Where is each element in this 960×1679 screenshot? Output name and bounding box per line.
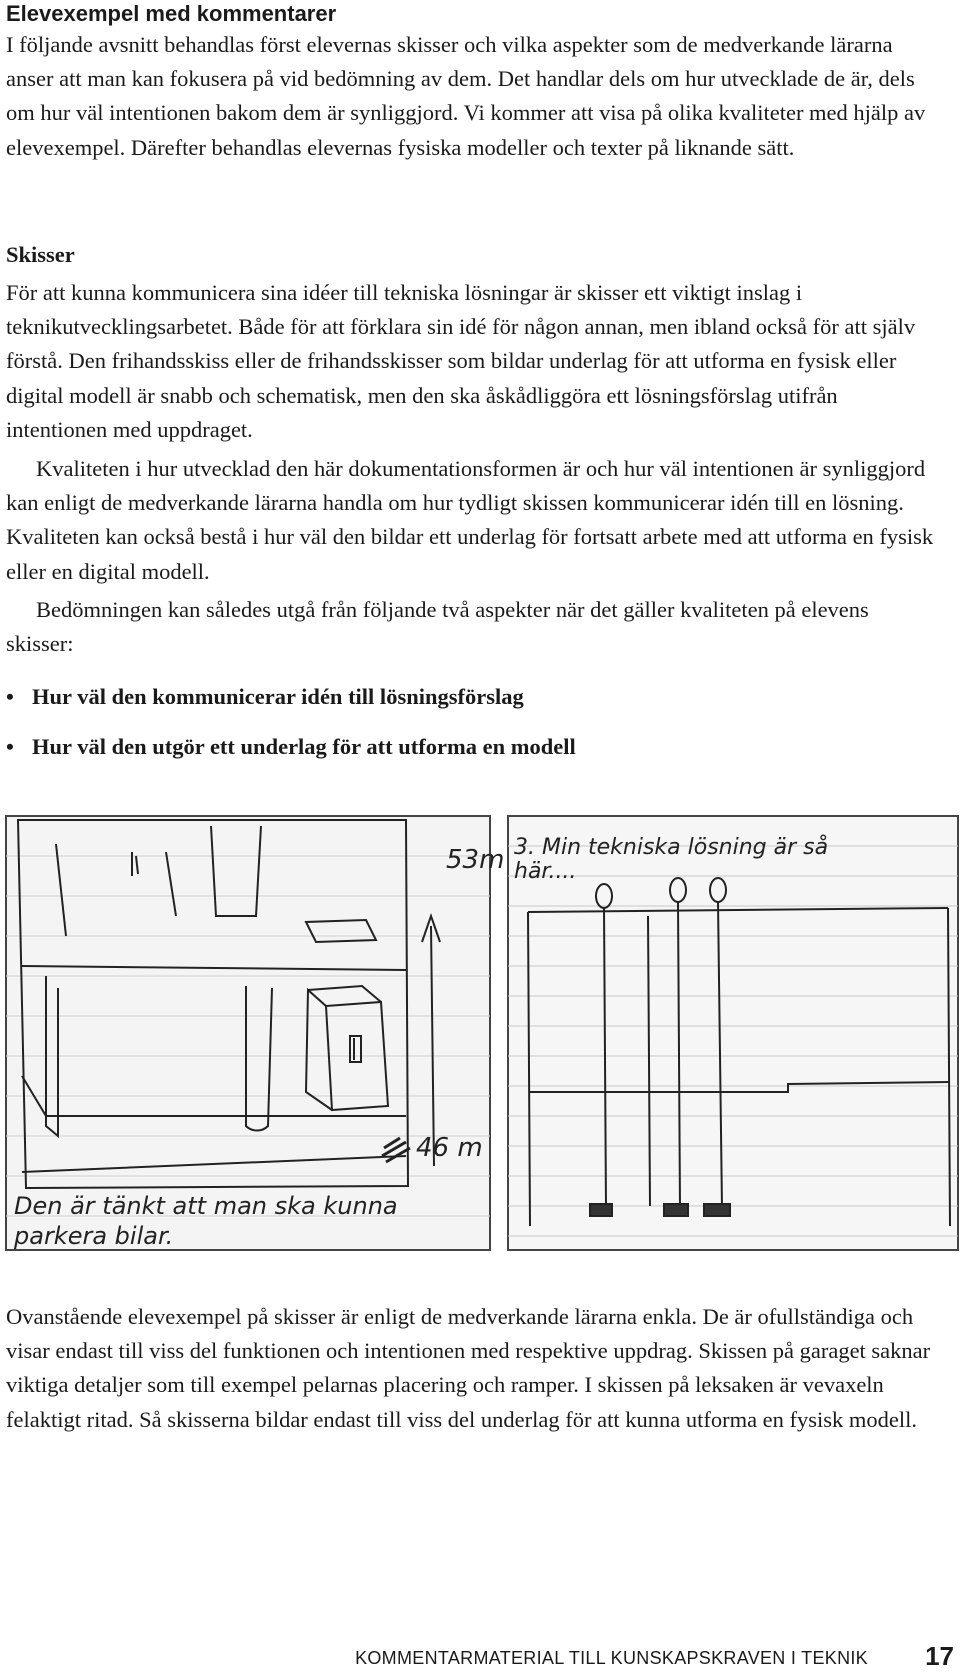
list-item-text: Hur väl den kommunicerar idén till lösningsförslag — [32, 684, 524, 709]
sketch-garage-image — [6, 816, 505, 1250]
page-footer: KOMMENTARMATERIAL TILL KUNSKAPSKRAVEN I TEKNIK — [355, 1648, 868, 1668]
sketch-toy-image — [508, 816, 958, 1250]
bullet-icon: • — [6, 734, 14, 759]
sketch-height-label: 53m — [446, 845, 505, 875]
sketch-header-line2: här.... — [514, 859, 577, 884]
section-title: Elevexempel med kommentarer — [6, 1, 337, 26]
list-item — [6, 730, 576, 780]
paragraph-kommentar: Ovanstående elevexempel på skisser är enligt de medverkande lärarna enkla. De är ofullständiga och visar endast till viss del funktionen och intentionen med respektive uppdrag. Skissen på garaget saknar viktiga detaljer som till exempel pelarnas placering och ramper. I skissen på leksaken är vevaxeln felaktigt ritad. Så skisserna bildar endast till viss del underlag för att kunna utforma en fysisk modell. — [6, 1304, 931, 1432]
sketch-header-line1: 3. Min tekniska lösning är så — [514, 835, 829, 860]
paragraph-bedomning: Bedömningen kan således utgå från följande två aspekter när det gäller kvaliteten på elevens skisser: — [6, 597, 869, 657]
sketch-bottom-label: 46 m — [416, 1133, 483, 1163]
bullet-icon: • — [6, 684, 14, 709]
paragraph-kvalitet: Kvaliteten i hur utvecklad den här dokumentationsformen är och hur väl intentionen är synliggjord kan enligt de medverkande lärarna handla om hur tydligt skissen kommunicerar idén till en lösning. Kvaliteten kan också bestå i hur väl den bildar ett underlag för fortsatt arbete med att utforma en fysisk eller en digital modell. — [6, 456, 934, 584]
subsection-title: Skisser — [6, 242, 75, 267]
paragraph-skisser: För att kunna kommunicera sina idéer till tekniska lösningar är skisser ett viktigt inslag i teknikutvecklingsarbetet. Både för att förklara sin idé för någon annan, men ibland också för att själv förstå. Den frihandsskiss eller de frihandsskisser som bildar underlag för att utforma en fysisk eller digital modell är snabb och schematisk, men den ska åskådliggöra ett lösningsförslag utifrån intentionen med uppdraget. — [6, 280, 916, 442]
page-number: 17 — [925, 1641, 954, 1671]
aspect-list — [6, 680, 576, 780]
intro-paragraph: I följande avsnitt behandlas först elevernas skisser och vilka aspekter som de medverkande lärarna anser att man kan fokusera på vid bedömning av dem. Det handlar dels om hur utvecklade de är, dels om hur väl intentionen bakom dem är synliggjord. Vi kommer att visa på olika kvaliteter med hjälp av elevexempel. Därefter behandlas elevernas fysiska modeller och texter på liknande sätt. — [6, 32, 926, 160]
sketch-caption-line2: parkera bilar. — [14, 1222, 174, 1250]
list-item — [6, 680, 576, 730]
sketch-caption-line1: Den är tänkt att man ska kunna — [14, 1192, 398, 1220]
sketch-garage-drawing — [6, 816, 505, 1250]
sketch-toy-drawing — [508, 816, 958, 1250]
list-item-text: Hur väl den utgör ett underlag för att utforma en modell — [32, 734, 576, 759]
